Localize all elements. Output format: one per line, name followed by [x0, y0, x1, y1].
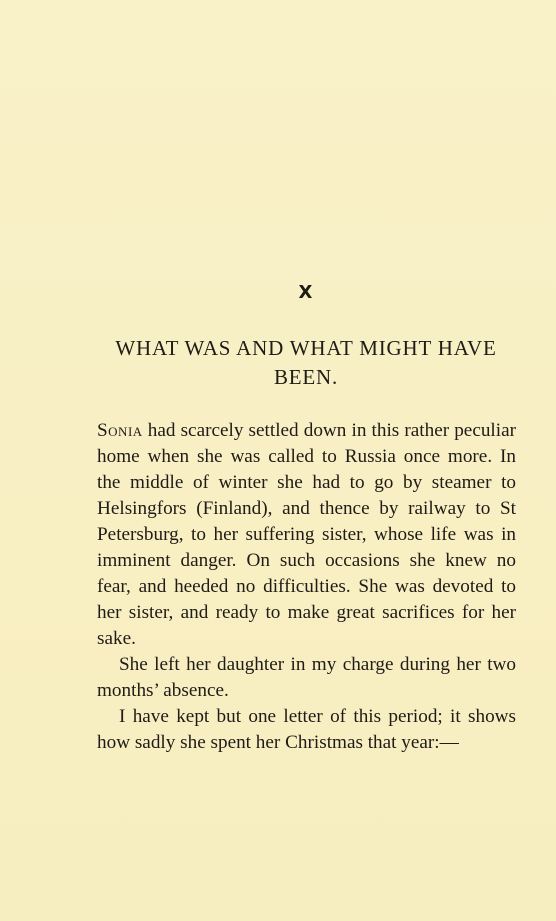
chapter-body: [97, 418, 516, 756]
paragraph-1: [97, 418, 516, 652]
paragraph-3: I have kept but one letter of this period; it shows how sadly she spent her Christmas that year:—: [97, 706, 516, 753]
paragraph-2: She left her daughter in my charge during her two months’ absence.: [97, 654, 516, 701]
chapter-number: X: [298, 282, 314, 303]
chapter-title: WHAT WAS AND WHAT MIGHT HAVE BEEN.: [115, 336, 497, 389]
paragraph-lead-name: Sonia: [97, 420, 143, 441]
paragraph-text: had scarcely settled down in this rather peculiar home when she was called to Russia once more. In the middle of winter she had to go by steamer to Helsingfors (Finland), and thence by railway to St Petersburg, to her suffering sister, whose life was in imminent danger. On such occasions she knew no fear, and heeded no difficulties. She was devoted to her sister, and ready to make great sacrifices for her sake.: [97, 420, 516, 649]
